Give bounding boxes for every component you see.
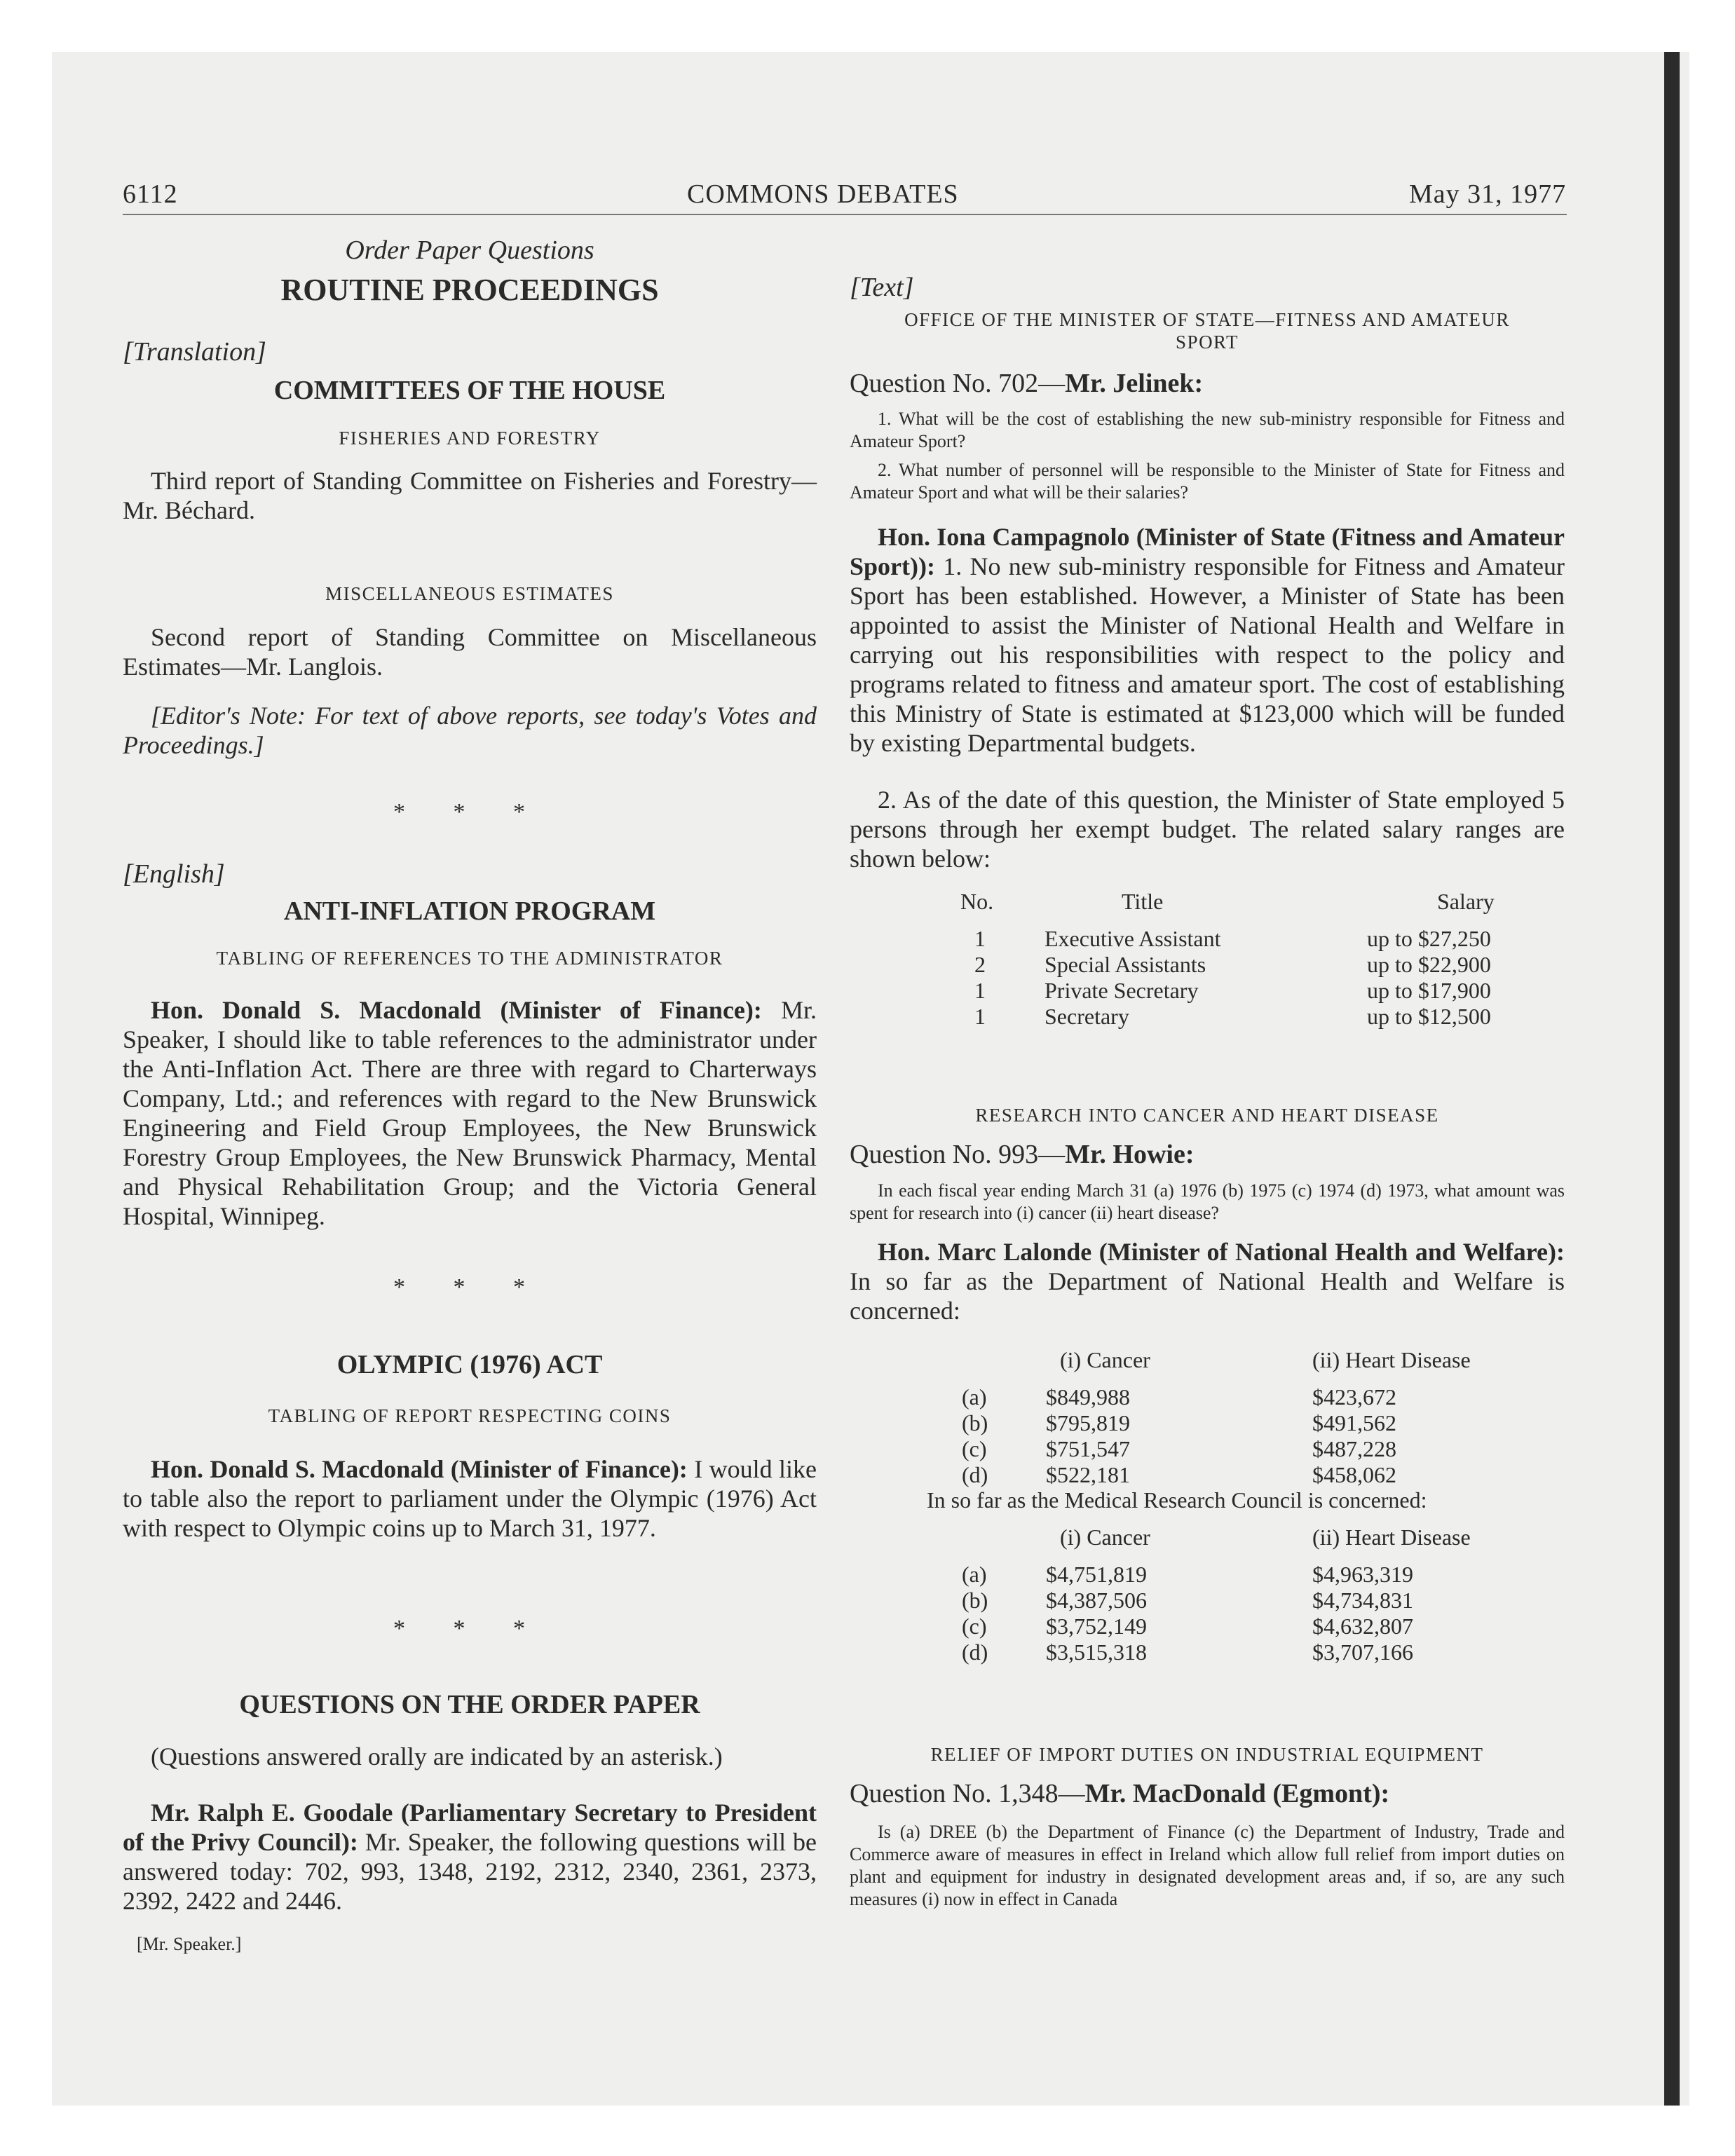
table-row [955,1639,1551,1665]
health-welfare-table [955,1347,1551,1488]
table-cell: (a) [962,1562,987,1587]
table-cell: $849,988 [1046,1384,1130,1410]
mrc-intro: In so far as the Medical Research Council is concerned: [927,1487,1427,1513]
table-row [955,1562,1551,1588]
table-cell: up to $27,250 [1367,926,1491,951]
table-header-row [960,889,1500,915]
column-header: (ii) Heart Disease [1312,1347,1471,1372]
table-cell: $795,819 [1046,1410,1130,1435]
question-1348 [850,1778,1565,1809]
anti-inflation-subheading: TABLING OF REFERENCES TO THE ADMINISTRATOR [216,948,723,969]
statement-text: Mr. Speaker, I should like to table references to the administrator under the Anti-Inflation Act. There are three with regard to Charterways Company, Ltd.; and references with regard to the New Brunswick Engineering and Field Group Employees, the New Brunswick Forestry Group Employees, the New Brunswick Pharmacy, Mental and Physical Rehabilitation Group; and the Victoria General Hospital, Winnipeg. [123,996,817,1230]
table-cell: Special Assistants [1045,952,1206,977]
english-label: [English] [123,859,225,889]
question-number: Question No. 993— [850,1140,1066,1169]
goodale-statement [123,1798,817,1916]
table-cell: $491,562 [1312,1410,1396,1435]
statement-text: Mr. Speaker, the following questions will be answered today: 702, 993, 1348, 2192, 2312, 2340, 2361, 2373, 2392, 2422 and 2446. [123,1828,817,1915]
speaker-name: Hon. Donald S. Macdonald (Minister of Finance): [151,996,762,1024]
campagnolo-answer [850,522,1565,758]
table-row [960,926,1500,952]
table-cell: 1 [974,978,986,1003]
relief-heading: RELIEF OF IMPORT DUTIES ON INDUSTRIAL EQUIPMENT [930,1744,1484,1765]
table-row [960,978,1500,1004]
column-header: Title [1122,889,1164,914]
table-cell: (b) [962,1588,988,1613]
table-cell: Secretary [1045,1004,1129,1029]
question-number: Question No. 702— [850,369,1066,398]
editors-note: [Editor's Note: For text of above reports, see today's Votes and Proceedings.] [123,702,817,759]
question-702-part-2: 2. What number of personnel will be responsible to the Minister of State for Fitness and Amateur Sport and what will be their salaries? [850,460,1565,503]
table-cell: $4,751,819 [1046,1562,1147,1587]
header-rule [123,214,1567,215]
table-cell: Private Secretary [1045,978,1199,1003]
binding-edge [1664,52,1680,2106]
routine-proceedings-heading: ROUTINE PROCEEDINGS [280,273,659,307]
table-header-row [955,1347,1551,1373]
table-cell: $751,547 [1046,1436,1130,1461]
table-cell: $4,734,831 [1312,1588,1413,1613]
table-row [955,1384,1551,1410]
question-asker: Mr. Howie: [1065,1140,1195,1169]
olympic-statement [123,1454,817,1543]
table-cell: $458,062 [1312,1462,1396,1487]
publication-title: COMMONS DEBATES [687,179,959,209]
table-cell: (d) [962,1639,988,1665]
page-number: 6112 [123,179,178,209]
page-footer: [Mr. Speaker.] [137,1934,242,1954]
speaker-name: Hon. Donald S. Macdonald (Minister of Finance): [151,1455,688,1483]
table-cell: (a) [962,1384,987,1410]
table-cell: 1 [974,926,986,951]
table-cell: 1 [974,1004,986,1029]
answer-text: In so far as the Department of National Health and Welfare is concerned: [850,1267,1565,1325]
table-header-row [955,1524,1551,1550]
section-separator: * * * [393,799,546,825]
table-cell: up to $22,900 [1367,952,1491,977]
lalonde-answer [850,1237,1565,1325]
table-cell: (c) [962,1436,987,1461]
question-702-part-1: 1. What will be the cost of establishing the new sub-ministry responsible for Fitness and Amateur Sport? [850,409,1565,451]
page-date: May 31, 1977 [1409,179,1567,209]
table-row [955,1613,1551,1639]
question-number: Question No. 1,348— [850,1779,1085,1808]
section-separator: * * * [393,1616,546,1642]
question-1348-text: Is (a) DREE (b) the Department of Finance (c) the Department of Industry, Trade and Commerce aware of measures in effect in Ireland which allow full relief from import duties on plant and equipment for industry in designated development areas and, if so, are any such measures (i) now in effect in Canada [850,1822,1565,1909]
question-993-text: In each fiscal year ending March 31 (a) 1976 (b) 1975 (c) 1974 (d) 1973, what amount was spent for research into (i) cancer (ii) heart disease? [850,1180,1565,1223]
misc-estimates-heading: MISCELLANEOUS ESTIMATES [325,583,614,604]
column-header: (i) Cancer [1060,1524,1150,1550]
table-cell: $522,181 [1046,1462,1130,1487]
speaker-name: Mr. Ralph E. Goodale (Parliamentary Secretary to President of the Privy Council): [123,1799,817,1856]
misc-estimates-report: Second report of Standing Committee on Miscellaneous Estimates—Mr. Langlois. [123,623,817,681]
answer-text: 1. No new sub-ministry responsible for Fitness and Amateur Sport has been established. However, a Minister of State has been appointed to assist the Minister of National Health and Welfare in carrying out his responsibilities with respect to the policy and programs related to fitness and amateur sport. The cost of establishing this Ministry of State is estimated at $123,000 which will be funded by existing Departmental budgets. [850,552,1565,757]
table-row [955,1410,1551,1436]
table-cell: up to $17,900 [1367,978,1491,1003]
table-cell: $4,632,807 [1312,1613,1413,1639]
table-row [955,1588,1551,1613]
table-row [955,1462,1551,1488]
table-cell: $3,515,318 [1046,1639,1147,1665]
question-asker: Mr. MacDonald (Egmont): [1084,1779,1390,1808]
table-cell: Executive Assistant [1045,926,1221,951]
office-heading: OFFICE OF THE MINISTER OF STATE—FITNESS AND AMATEUR SPORT [904,309,1510,353]
table-cell: 2 [974,952,986,977]
translation-label: [Translation] [123,337,266,367]
medical-research-table [955,1524,1551,1665]
column-header: Salary [1437,889,1495,914]
table-cell: $3,707,166 [1312,1639,1413,1665]
speaker-name: Hon. Marc Lalonde (Minister of National Health and Welfare): [878,1238,1565,1266]
questions-note: (Questions answered orally are indicated by an asterisk.) [151,1742,723,1770]
campagnolo-answer-2: 2. As of the date of this question, the Minister of State employed 5 persons through her exempt budget. The related salary ranges are shown below: [850,786,1565,873]
question-asker: Mr. Jelinek: [1065,369,1204,398]
questions-heading: QUESTIONS ON THE ORDER PAPER [239,1690,700,1719]
olympic-act-heading: OLYMPIC (1976) ACT [336,1350,603,1379]
table-cell: $423,672 [1312,1384,1396,1410]
table-row [955,1436,1551,1462]
table-cell: $4,387,506 [1046,1588,1147,1613]
column-header: (ii) Heart Disease [1312,1524,1471,1550]
table-cell: $487,228 [1312,1436,1396,1461]
order-paper-heading: Order Paper Questions [345,236,594,265]
committees-heading: COMMITTEES OF THE HOUSE [273,376,666,405]
table-cell: $3,752,149 [1046,1613,1147,1639]
olympic-act-subheading: TABLING OF REPORT RESPECTING COINS [268,1405,672,1426]
anti-inflation-heading: ANTI-INFLATION PROGRAM [283,896,656,926]
text-label: [Text] [850,273,914,302]
fisheries-heading: FISHERIES AND FORESTRY [339,428,601,449]
table-cell: (b) [962,1410,988,1435]
research-heading: RESEARCH INTO CANCER AND HEART DISEASE [975,1105,1439,1126]
column-header: No. [960,889,994,914]
anti-inflation-statement [123,995,817,1231]
section-separator: * * * [393,1274,546,1300]
table-cell: up to $12,500 [1367,1004,1491,1029]
speaker-name: Hon. Iona Campagnolo (Minister of State (Fitness and Amateur Sport)): [850,523,1565,580]
fisheries-report: Third report of Standing Committee on Fisheries and Forestry—Mr. Béchard. [123,467,817,524]
question-993 [850,1139,1565,1170]
question-702 [850,368,1565,399]
table-cell: (d) [962,1462,988,1487]
table-cell: $4,963,319 [1312,1562,1413,1587]
statement-text: I would like to table also the report to parliament under the Olympic (1976) Act with respect to Olympic coins up to March 31, 1977. [123,1455,817,1542]
table-row [960,1004,1500,1030]
salary-table [960,889,1500,1030]
table-row [960,952,1500,978]
table-cell: (c) [962,1613,987,1639]
column-header: (i) Cancer [1060,1347,1150,1372]
